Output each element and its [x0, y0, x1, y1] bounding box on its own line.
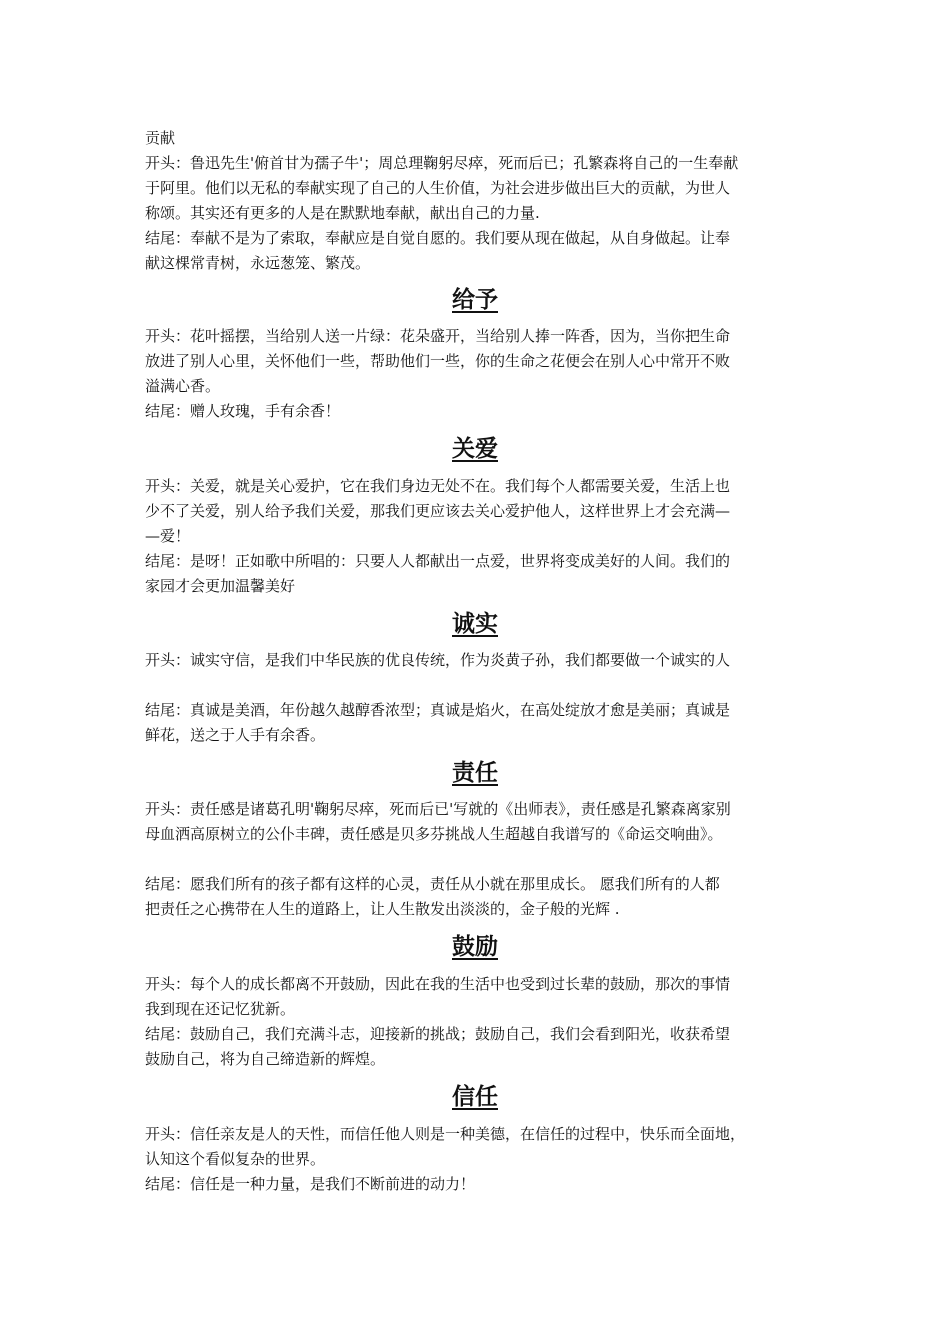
paragraph-line: 结尾：奉献不是为了索取，奉献应是自觉自愿的。我们要从现在做起，从自身做起。让奉 — [145, 229, 731, 247]
paragraph-line: 我到现在还记忆犹新。 — [145, 1000, 296, 1018]
section-heading: 关爱 — [452, 436, 498, 462]
section-heading: 诚实 — [452, 611, 498, 637]
section-heading: 给予 — [452, 287, 498, 313]
paragraph-line: 于阿里。他们以无私的奉献实现了自己的人生价值，为社会进步做出巨大的贡献，为世人 — [145, 179, 731, 197]
paragraph-line: 结尾：鼓励自己，我们充满斗志，迎接新的挑战；鼓励自己，我们会看到阳光，收获希望 — [145, 1025, 731, 1043]
paragraph-line: 开头：责任感是诸葛孔明'鞠躬尽瘁，死而后已'写就的《出师表》，责任感是孔繁森离家别 — [145, 800, 731, 818]
paragraph-line: 开头：每个人的成长都离不开鼓励，因此在我的生活中也受到过长辈的鼓励，那次的事情 — [145, 975, 731, 993]
paragraph-line: 少不了关爱，别人给予我们关爱，那我们更应该去关心爱护他人，这样世界上才会充满— — [145, 502, 731, 520]
paragraph-line: 开头：关爱，就是关心爱护，它在我们身边无处不在。我们每个人都需要关爱，生活上也 — [145, 477, 731, 495]
paragraph-line: 结尾：是呀！正如歌中所唱的：只要人人都献出一点爱，世界将变成美好的人间。我们的 — [145, 552, 731, 570]
paragraph-line: 开头：鲁迅先生'俯首甘为孺子牛'；周总理鞠躬尽瘁，死而后已；孔繁森将自己的一生奉献 — [145, 154, 739, 172]
paragraph-line: 鲜花，送之于人手有余香。 — [145, 726, 326, 744]
paragraph-line: 称颂。其实还有更多的人是在默默地奉献，献出自己的力量. — [145, 204, 540, 222]
paragraph-line: 鼓励自己，将为自己缔造新的辉煌。 — [145, 1050, 386, 1068]
section-heading: 信任 — [452, 1084, 498, 1110]
paragraph-line: 认知这个看似复杂的世界。 — [145, 1150, 326, 1168]
section-heading: 责任 — [452, 760, 498, 786]
paragraph-line: 结尾：信任是一种力量，是我们不断前进的动力！ — [145, 1175, 476, 1193]
paragraph-line: —爱！ — [145, 527, 191, 545]
paragraph-line: 放进了别人心里，关怀他们一些，帮助他们一些，你的生命之花便会在别人心中常开不败 — [145, 352, 731, 370]
paragraph-line: 溢满心香。 — [145, 377, 221, 395]
section-heading: 鼓励 — [452, 934, 498, 960]
paragraph-line: 开头：诚实守信，是我们中华民族的优良传统，作为炎黄子孙，我们都要做一个诚实的人 — [145, 651, 731, 669]
intro-title: 贡献 — [145, 129, 176, 147]
paragraph-line: 开头：花叶摇摆，当给别人送一片绿：花朵盛开，当给别人捧一阵香，因为，当你把生命 — [145, 327, 731, 345]
paragraph-line: 结尾：愿我们所有的孩子都有这样的心灵，责任从小就在那里成长。 愿我们所有的人都 — [145, 875, 720, 893]
paragraph-line: 开头：信任亲友是人的天性，而信任他人则是一种美德，在信任的过程中，快乐而全面地， — [145, 1125, 746, 1143]
paragraph-line: 献这棵常青树，永远葱笼、繁茂。 — [145, 254, 371, 272]
paragraph-line: 母血洒高原树立的公仆丰碑，责任感是贝多芬挑战人生超越自我谱写的《命运交响曲》。 — [145, 825, 723, 843]
paragraph-line: 家园才会更加温馨美好 — [145, 577, 296, 595]
paragraph-line: 结尾：真诚是美酒，年份越久越醇香浓型；真诚是焰火，在高处绽放才愈是美丽；真诚是 — [145, 701, 731, 719]
paragraph-line: 把责任之心携带在人生的道路上，让人生散发出淡淡的，金子般的光辉 . — [145, 900, 620, 918]
paragraph-line: 结尾：赠人玫瑰，手有余香！ — [145, 402, 341, 420]
